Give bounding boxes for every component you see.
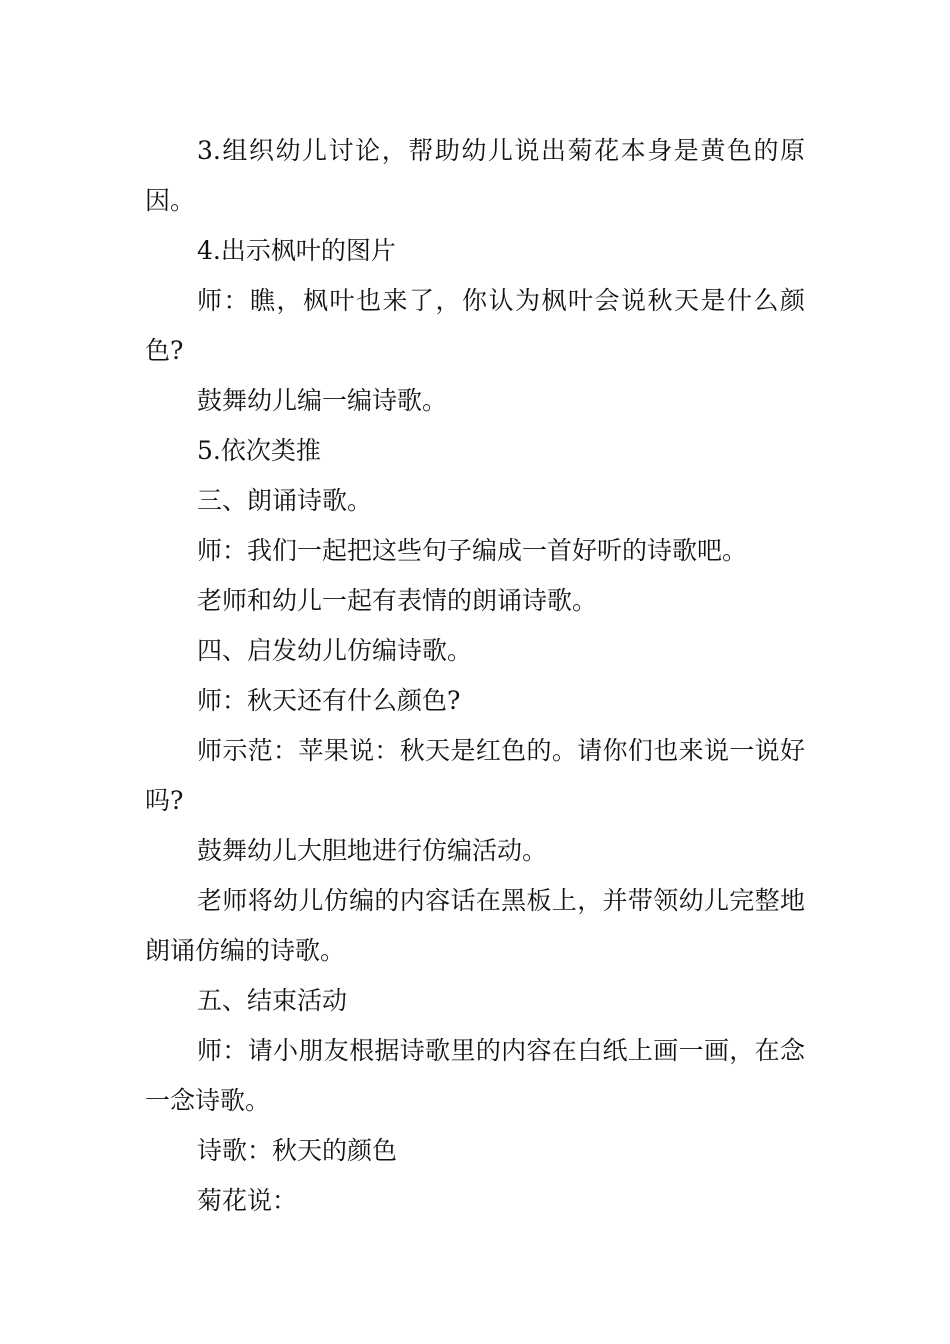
paragraph-teacher-compose-poem: 师：我们一起把这些句子编成一首好听的诗歌吧。 [197,536,748,565]
paragraph-step-4: 4.出示枫叶的图片 [197,236,396,265]
paragraph-encourage-imitate: 鼓舞幼儿大胆地进行仿编活动。 [197,836,548,865]
section-heading-recite: 三、朗诵诗歌。 [197,486,373,515]
section-heading-end: 五、结束活动 [197,986,348,1015]
paragraph-teacher-question-colors: 师：秋天还有什么颜色? [197,686,461,715]
paragraph-encourage-compose: 鼓舞幼儿编一编诗歌。 [197,386,448,415]
paragraph-recite-together: 老师和幼儿一起有表情的朗诵诗歌。 [197,586,598,615]
paragraph-step-3: 3.组织幼儿讨论，帮助幼儿说出菊花本身是黄色的原因。 [145,136,805,215]
paragraph-teacher-demo: 师示范：苹果说：秋天是红色的。请你们也来说一说好吗? [145,736,805,815]
poem-line-chrysanthemum: 菊花说： [197,1186,298,1215]
paragraph-draw-and-recite: 师：请小朋友根据诗歌里的内容在白纸上画一画，在念一念诗歌。 [145,1036,805,1115]
document-body [145,126,805,1226]
paragraph-blackboard: 老师将幼儿仿编的内容话在黑板上，并带领幼儿完整地朗诵仿编的诗歌。 [145,886,805,965]
paragraph-step-5: 5.依次类推 [197,436,321,465]
poem-title: 诗歌：秋天的颜色 [197,1136,398,1165]
section-heading-imitate: 四、启发幼儿仿编诗歌。 [197,636,473,665]
paragraph-teacher-question-maple: 师：瞧，枫叶也来了，你认为枫叶会说秋天是什么颜色? [145,286,805,365]
